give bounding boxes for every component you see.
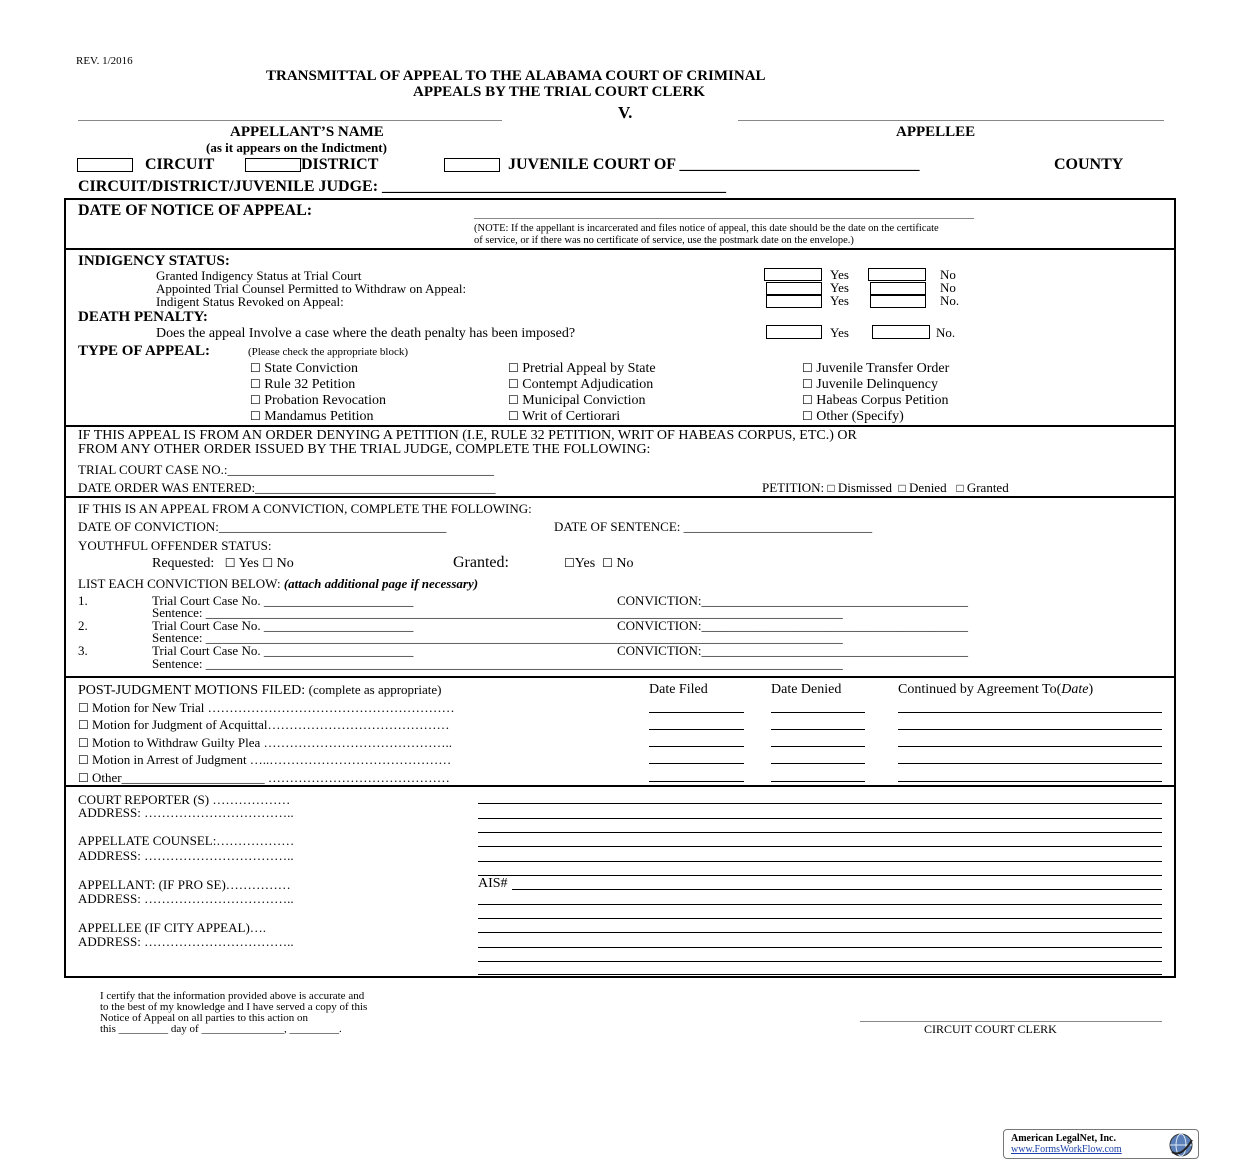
conviction-heading: IF THIS IS AN APPEAL FROM A CONVICTION, COMPLETE THE FOLLOWING: xyxy=(78,501,532,516)
divider xyxy=(64,785,1176,787)
denied-checkbox[interactable]: □ xyxy=(898,481,906,495)
petition-status-group: PETITION: □ Dismissed □ Denied □ Granted xyxy=(762,480,1009,495)
certify-line1: I certify that the information provided above is accurate and xyxy=(100,990,365,1002)
party-blank-line[interactable] xyxy=(478,803,1162,804)
district-label: DISTRICT xyxy=(301,156,379,173)
motion-item[interactable]: ☐ Other______________________ …………………………………… xyxy=(78,770,450,785)
conviction-field[interactable]: CONVICTION:_________________________________________ xyxy=(617,643,968,658)
address-label: ADDRESS: …………………………….. xyxy=(78,891,294,906)
indigency-row-label: Indigent Status Revoked on Appeal: xyxy=(156,294,344,309)
indigency-row-label: Granted Indigency Status at Trial Court xyxy=(156,268,362,283)
circuit-label: CIRCUIT xyxy=(145,156,215,173)
revoked-no-checkbox[interactable] xyxy=(870,295,926,308)
footer-url[interactable]: www.FormsWorkFlow.com xyxy=(1011,1144,1122,1155)
notice-note-line1: (NOTE: If the appellant is incarcerated and files notice of appeal, this date should be the date on the certificate xyxy=(474,223,939,234)
footer-badge xyxy=(1003,1129,1199,1159)
date-filed-header: Date Filed xyxy=(649,682,708,697)
party-blank-line[interactable] xyxy=(478,918,1162,919)
continued-blank[interactable] xyxy=(898,712,1162,713)
yes-label: Yes xyxy=(830,280,849,295)
no-label: No. xyxy=(936,325,956,340)
date-denied-blank[interactable] xyxy=(771,781,865,782)
appeal-type-option[interactable]: ☐ Rule 32 Petition xyxy=(250,377,356,392)
notice-date-label: DATE OF NOTICE OF APPEAL: xyxy=(78,202,313,219)
divider xyxy=(64,425,1176,427)
sentence-field[interactable]: Sentence: __________________________________________________________________________________________________ xyxy=(152,630,843,645)
continued-blank[interactable] xyxy=(898,746,1162,747)
appeal-type-option[interactable]: ☐ Juvenile Delinquency xyxy=(802,377,938,392)
type-of-appeal-note: (Please check the appropriate block) xyxy=(248,346,409,358)
certify-date-field[interactable]: this _________ day of _______________, _________. xyxy=(100,1023,342,1035)
motion-item[interactable]: ☐ Motion for New Trial ………………………………………………… xyxy=(78,700,455,715)
ais-blank-line[interactable] xyxy=(512,889,1162,890)
form-title-line1: TRANSMITTAL OF APPEAL TO THE ALABAMA COURT OF CRIMINAL xyxy=(266,68,766,84)
appellee-label: APPELLEE xyxy=(896,124,976,140)
petition-instructions-line1: IF THIS APPEAL IS FROM AN ORDER DENYING A PETITION (I.E, RULE 32 PETITION, WRIT OF HABEAS CORPUS, ETC.) OR xyxy=(78,428,857,443)
date-filed-blank[interactable] xyxy=(649,781,744,782)
district-checkbox[interactable] xyxy=(245,158,301,172)
address-label: ADDRESS: …………………………….. xyxy=(78,848,294,863)
motion-item[interactable]: ☐ Motion in Arrest of Judgment …..…………………………………… xyxy=(78,752,452,767)
type-of-appeal-heading: TYPE OF APPEAL: xyxy=(78,343,210,359)
list-convictions-heading: LIST EACH CONVICTION BELOW: (attach additional page if necessary) xyxy=(78,576,479,591)
certify-line3: Notice of Appeal on all parties to this action on xyxy=(100,1012,309,1024)
party-blank-line[interactable] xyxy=(478,904,1162,905)
appeal-type-option[interactable]: ☐ Probation Revocation xyxy=(250,393,386,408)
party-blank-line[interactable] xyxy=(478,846,1162,847)
indigency-heading: INDIGENCY STATUS: xyxy=(78,253,230,269)
county-label: COUNTY xyxy=(1054,156,1124,173)
motion-item[interactable]: ☐ Motion for Judgment of Acquittal…………………………………… xyxy=(78,717,450,732)
appellant-name-sub: (as it appears on the Indictment) xyxy=(206,140,387,155)
appellant-name-label: APPELLANT’S NAME xyxy=(230,124,384,140)
death-penalty-question: Does the appeal Involve a case where the death penalty has been imposed? xyxy=(156,326,576,341)
party-blank-line[interactable] xyxy=(478,947,1162,948)
indigency-no-checkbox[interactable] xyxy=(868,268,926,281)
appeal-type-option[interactable]: ☐ Other (Specify) xyxy=(802,409,904,424)
footer-company: American LegalNet, Inc. xyxy=(1011,1133,1116,1144)
no-label: No. xyxy=(940,293,960,308)
clerk-label: CIRCUIT COURT CLERK xyxy=(924,1022,1057,1036)
sentence-field[interactable]: Sentence: __________________________________________________________________________________________________ xyxy=(152,656,843,671)
continued-header: Continued by Agreement To(Date) xyxy=(898,682,1094,697)
yes-label: Yes xyxy=(830,293,849,308)
granted-yes-checkbox[interactable]: ☐ xyxy=(564,556,575,570)
death-penalty-heading: DEATH PENALTY: xyxy=(78,309,208,325)
juvenile-court-field[interactable]: JUVENILE COURT OF ______________________________ xyxy=(508,156,920,173)
appellee-name-line[interactable] xyxy=(738,120,1164,121)
appeal-type-option[interactable]: ☐ Municipal Conviction xyxy=(508,393,646,408)
court-reporter-label: COURT REPORTER (S) ……………… xyxy=(78,792,291,807)
youthful-offender-label: YOUTHFUL OFFENDER STATUS: xyxy=(78,538,272,553)
trial-court-case-field[interactable]: Trial Court Case No. _______________________ xyxy=(152,643,414,658)
appellant-pro-se-label: APPELLANT: (IF PRO SE)…………… xyxy=(78,877,291,892)
requested-no-checkbox[interactable]: ☐ xyxy=(262,556,274,570)
granted-no-checkbox[interactable]: ☐ xyxy=(602,556,613,570)
revision-label: REV. 1/2016 xyxy=(76,55,133,67)
date-filed-blank[interactable] xyxy=(649,746,744,747)
date-of-conviction-field[interactable]: DATE OF CONVICTION:___________________________________ xyxy=(78,519,447,534)
date-denied-blank[interactable] xyxy=(771,712,865,713)
granted-checkbox[interactable]: □ xyxy=(956,481,964,495)
indigency-yes-checkbox[interactable] xyxy=(764,268,822,281)
address-label: ADDRESS: …………………………….. xyxy=(78,805,294,820)
appeal-type-option[interactable]: ☐ Juvenile Transfer Order xyxy=(802,361,950,376)
appeal-type-option[interactable]: ☐ Writ of Certiorari xyxy=(508,409,621,424)
notice-note-line2: of service, or if there was no certificate of service, use the postmark date on the envelope.) xyxy=(474,235,854,246)
requested-yes-checkbox[interactable]: ☐ xyxy=(224,556,236,570)
notice-date-line[interactable] xyxy=(474,218,974,219)
conviction-number: 3. xyxy=(78,643,88,658)
divider xyxy=(64,248,1176,250)
petition-case-no-field[interactable]: TRIAL COURT CASE NO.:_________________________________________ xyxy=(78,462,494,477)
globe-icon xyxy=(1168,1132,1194,1158)
date-denied-blank[interactable] xyxy=(771,746,865,747)
party-blank-line[interactable] xyxy=(478,974,1162,975)
withdraw-yes-checkbox[interactable] xyxy=(766,282,822,295)
appeal-type-option[interactable]: ☐ Mandamus Petition xyxy=(250,409,374,424)
petition-date-entered-field[interactable]: DATE ORDER WAS ENTERED:_____________________________________ xyxy=(78,480,496,495)
appellate-counsel-label: APPELLATE COUNSEL:……………… xyxy=(78,833,295,848)
granted-group: ☐Yes ☐ No xyxy=(564,556,634,571)
address-label: ADDRESS: …………………………….. xyxy=(78,934,294,949)
granted-label: Granted: xyxy=(453,554,509,571)
appellant-name-line[interactable] xyxy=(78,120,502,121)
yes-label: Yes xyxy=(830,267,849,282)
date-filed-blank[interactable] xyxy=(649,763,744,764)
date-of-sentence-field[interactable]: DATE OF SENTENCE: _____________________________ xyxy=(554,519,873,534)
requested-group: Requested: ☐ Yes ☐ No xyxy=(152,556,294,571)
certify-line2: to the best of my knowledge and I have served a copy of this xyxy=(100,1001,368,1013)
party-blank-line[interactable] xyxy=(478,861,1162,862)
trial-court-case-field[interactable]: Trial Court Case No. _______________________ xyxy=(152,618,414,633)
date-filed-blank[interactable] xyxy=(649,712,744,713)
petition-instructions-line2: FROM ANY OTHER ORDER ISSUED BY THE TRIAL JUDGE, COMPLETE THE FOLLOWING: xyxy=(78,442,651,457)
divider xyxy=(64,496,1176,498)
judge-field[interactable]: CIRCUIT/DISTRICT/JUVENILE JUDGE: ___________________________________________ xyxy=(78,178,727,195)
party-blank-line[interactable] xyxy=(478,875,1162,876)
circuit-checkbox[interactable] xyxy=(77,158,133,172)
motions-heading: POST-JUDGMENT MOTIONS FILED: (complete as appropriate) xyxy=(78,682,442,698)
death-no-checkbox[interactable] xyxy=(872,325,930,339)
appellee-city-label: APPELLEE (IF CITY APPEAL)…. xyxy=(78,920,267,935)
trial-court-case-field[interactable]: Trial Court Case No. _______________________ xyxy=(152,593,414,608)
date-denied-blank[interactable] xyxy=(771,763,865,764)
party-blank-line[interactable] xyxy=(478,932,1162,933)
conviction-number: 1. xyxy=(78,593,88,608)
versus-label: V. xyxy=(618,103,633,122)
conviction-field[interactable]: CONVICTION:_________________________________________ xyxy=(617,618,968,633)
withdraw-no-checkbox[interactable] xyxy=(870,282,926,295)
no-label: No xyxy=(940,267,956,282)
party-blank-line[interactable] xyxy=(478,832,1162,833)
appeal-type-option[interactable]: ☐ Pretrial Appeal by State xyxy=(508,361,656,376)
continued-blank[interactable] xyxy=(898,763,1162,764)
yes-label: Yes xyxy=(830,325,849,340)
divider xyxy=(64,676,1176,678)
date-filed-blank[interactable] xyxy=(649,729,744,730)
continued-blank[interactable] xyxy=(898,729,1162,730)
death-yes-checkbox[interactable] xyxy=(766,325,822,339)
sentence-field[interactable]: Sentence: __________________________________________________________________________________________________ xyxy=(152,605,843,620)
indigency-row-label: Appointed Trial Counsel Permitted to Withdraw on Appeal: xyxy=(156,281,467,296)
continued-blank[interactable] xyxy=(898,781,1162,782)
ais-label: AIS# xyxy=(478,876,508,891)
appeal-type-option[interactable]: ☐ State Conviction xyxy=(250,361,358,376)
date-denied-header: Date Denied xyxy=(771,682,842,697)
appeal-type-option[interactable]: ☐ Contempt Adjudication xyxy=(508,377,654,392)
appeal-type-option[interactable]: ☐ Habeas Corpus Petition xyxy=(802,393,949,408)
date-denied-blank[interactable] xyxy=(771,729,865,730)
dismissed-checkbox[interactable]: □ xyxy=(827,481,835,495)
juvenile-checkbox[interactable] xyxy=(444,158,500,172)
form-title-line2: APPEALS BY THE TRIAL COURT CLERK xyxy=(413,84,705,100)
revoked-yes-checkbox[interactable] xyxy=(766,295,822,308)
conviction-number: 2. xyxy=(78,618,88,633)
party-blank-line[interactable] xyxy=(478,818,1162,819)
conviction-field[interactable]: CONVICTION:_________________________________________ xyxy=(617,593,968,608)
no-label: No xyxy=(940,280,956,295)
party-blank-line[interactable] xyxy=(478,961,1162,962)
motion-item[interactable]: ☐ Motion to Withdraw Guilty Plea …………………………………….. xyxy=(78,735,452,750)
